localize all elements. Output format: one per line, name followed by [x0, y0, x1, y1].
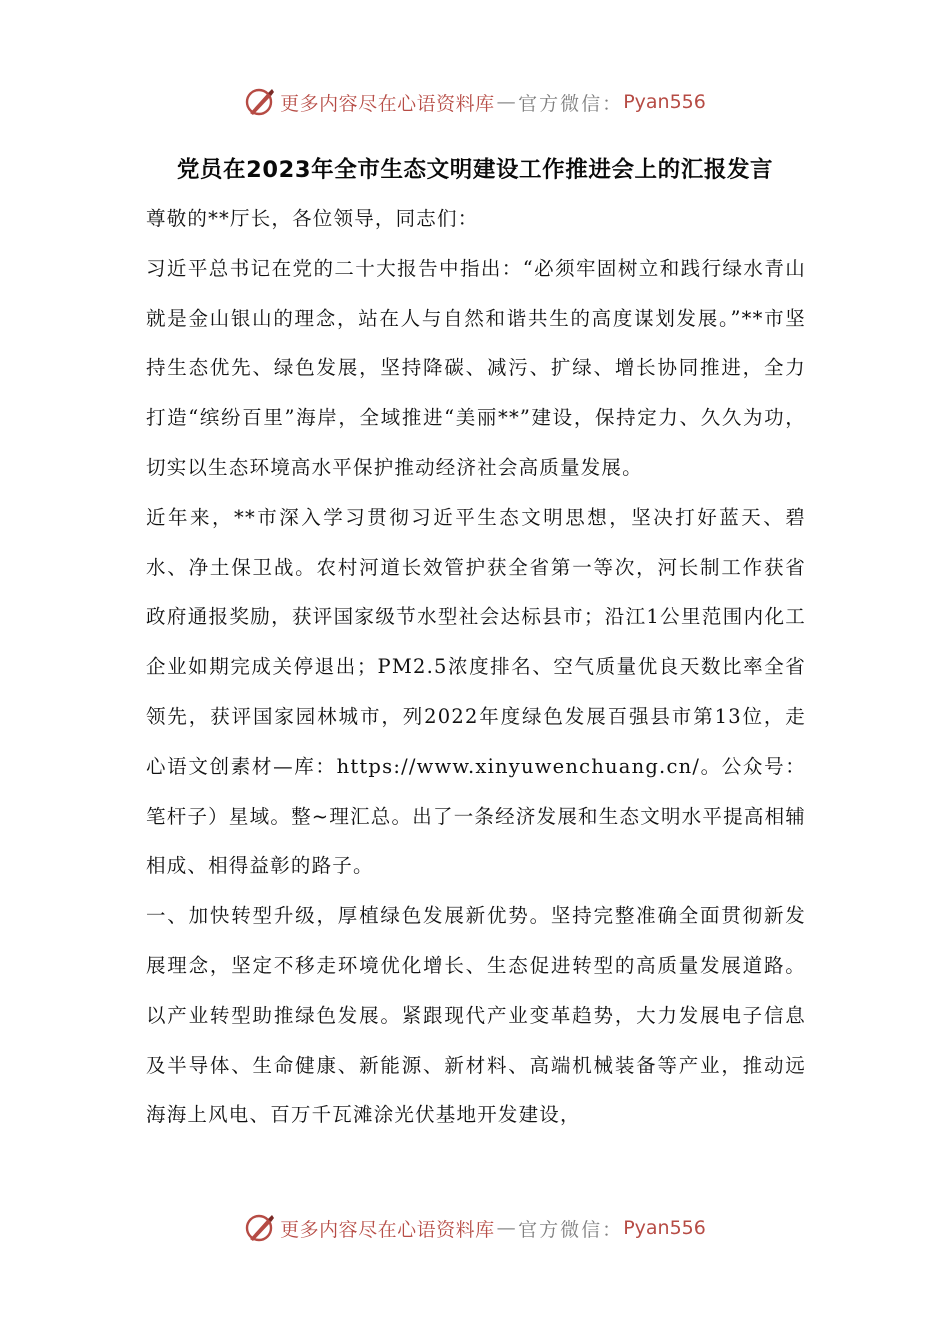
document-title: 党员在2023年全市生态文明建设工作推进会上的汇报发言 [176, 157, 774, 183]
banner-wechat-id: Pyan556 [623, 91, 706, 113]
body-paragraph: 近年来，**市深入学习贯彻习近平生态文明思想，坚决打好蓝天、碧水、净土保卫战。农村河道长效管护获全省第一等次，河长制工作获省政府通报奖励，获评国家级节水型社会达标县市；沿江1公里范围内化工企业如期完成关停退出；PM2.5浓度排名、空气质量优良天数比率全省领先，获评国家园林城市，列2022年度绿色发展百强县市第13位，走心语文创素材—库：https://www.xinyuwenchuang.cn/。公众号：笔杆子）星域。整~理汇总。出了一条经济发展和生态文明水平提高相辅相成、相得益彰的路子。 [146, 505, 806, 878]
header-watermark-banner [0, 82, 950, 122]
banner-dash: — [496, 91, 517, 113]
banner-text: 更多内容尽在心语资料库 [280, 92, 495, 115]
body-paragraph: 一、加快转型升级，厚植绿色发展新优势。坚持完整准确全面贯彻新发展理念，坚定不移走环境优化增长、生态促进转型的高质量发展道路。以产业转型助推绿色发展。紧跟现代产业变革趋势，大力发展电子信息及半导体、生命健康、新能源、新材料、高端机械装备等产业，推动远海海上风电、百万千瓦滩涂光伏基地开发建设， [146, 904, 806, 1127]
pen-logo-icon [244, 86, 276, 118]
salutation-paragraph: 尊敬的**厅长，各位领导，同志们： [146, 207, 479, 230]
pen-logo-icon [244, 1212, 276, 1244]
banner-wechat-id: Pyan556 [623, 1217, 706, 1239]
footer-watermark-banner [0, 1208, 950, 1248]
banner-wechat-label: 官方微信： [518, 1218, 624, 1241]
banner-text: 更多内容尽在心语资料库 [280, 1218, 495, 1241]
document-body [146, 194, 806, 1140]
banner-wechat-label: 官方微信： [518, 92, 624, 115]
body-paragraph: 习近平总书记在党的二十大报告中指出：“必须牢固树立和践行绿水青山就是金山银山的理念，站在人与自然和谐共生的高度谋划发展。”**市坚持生态优先、绿色发展，坚持降碳、减污、扩绿、增长协同推进，全力打造“缤纷百里”海岸，全域推进“美丽**”建设，保持定力、久久为功，切实以生态环境高水平保护推动经济社会高质量发展。 [146, 256, 806, 479]
banner-dash: — [496, 1217, 517, 1239]
